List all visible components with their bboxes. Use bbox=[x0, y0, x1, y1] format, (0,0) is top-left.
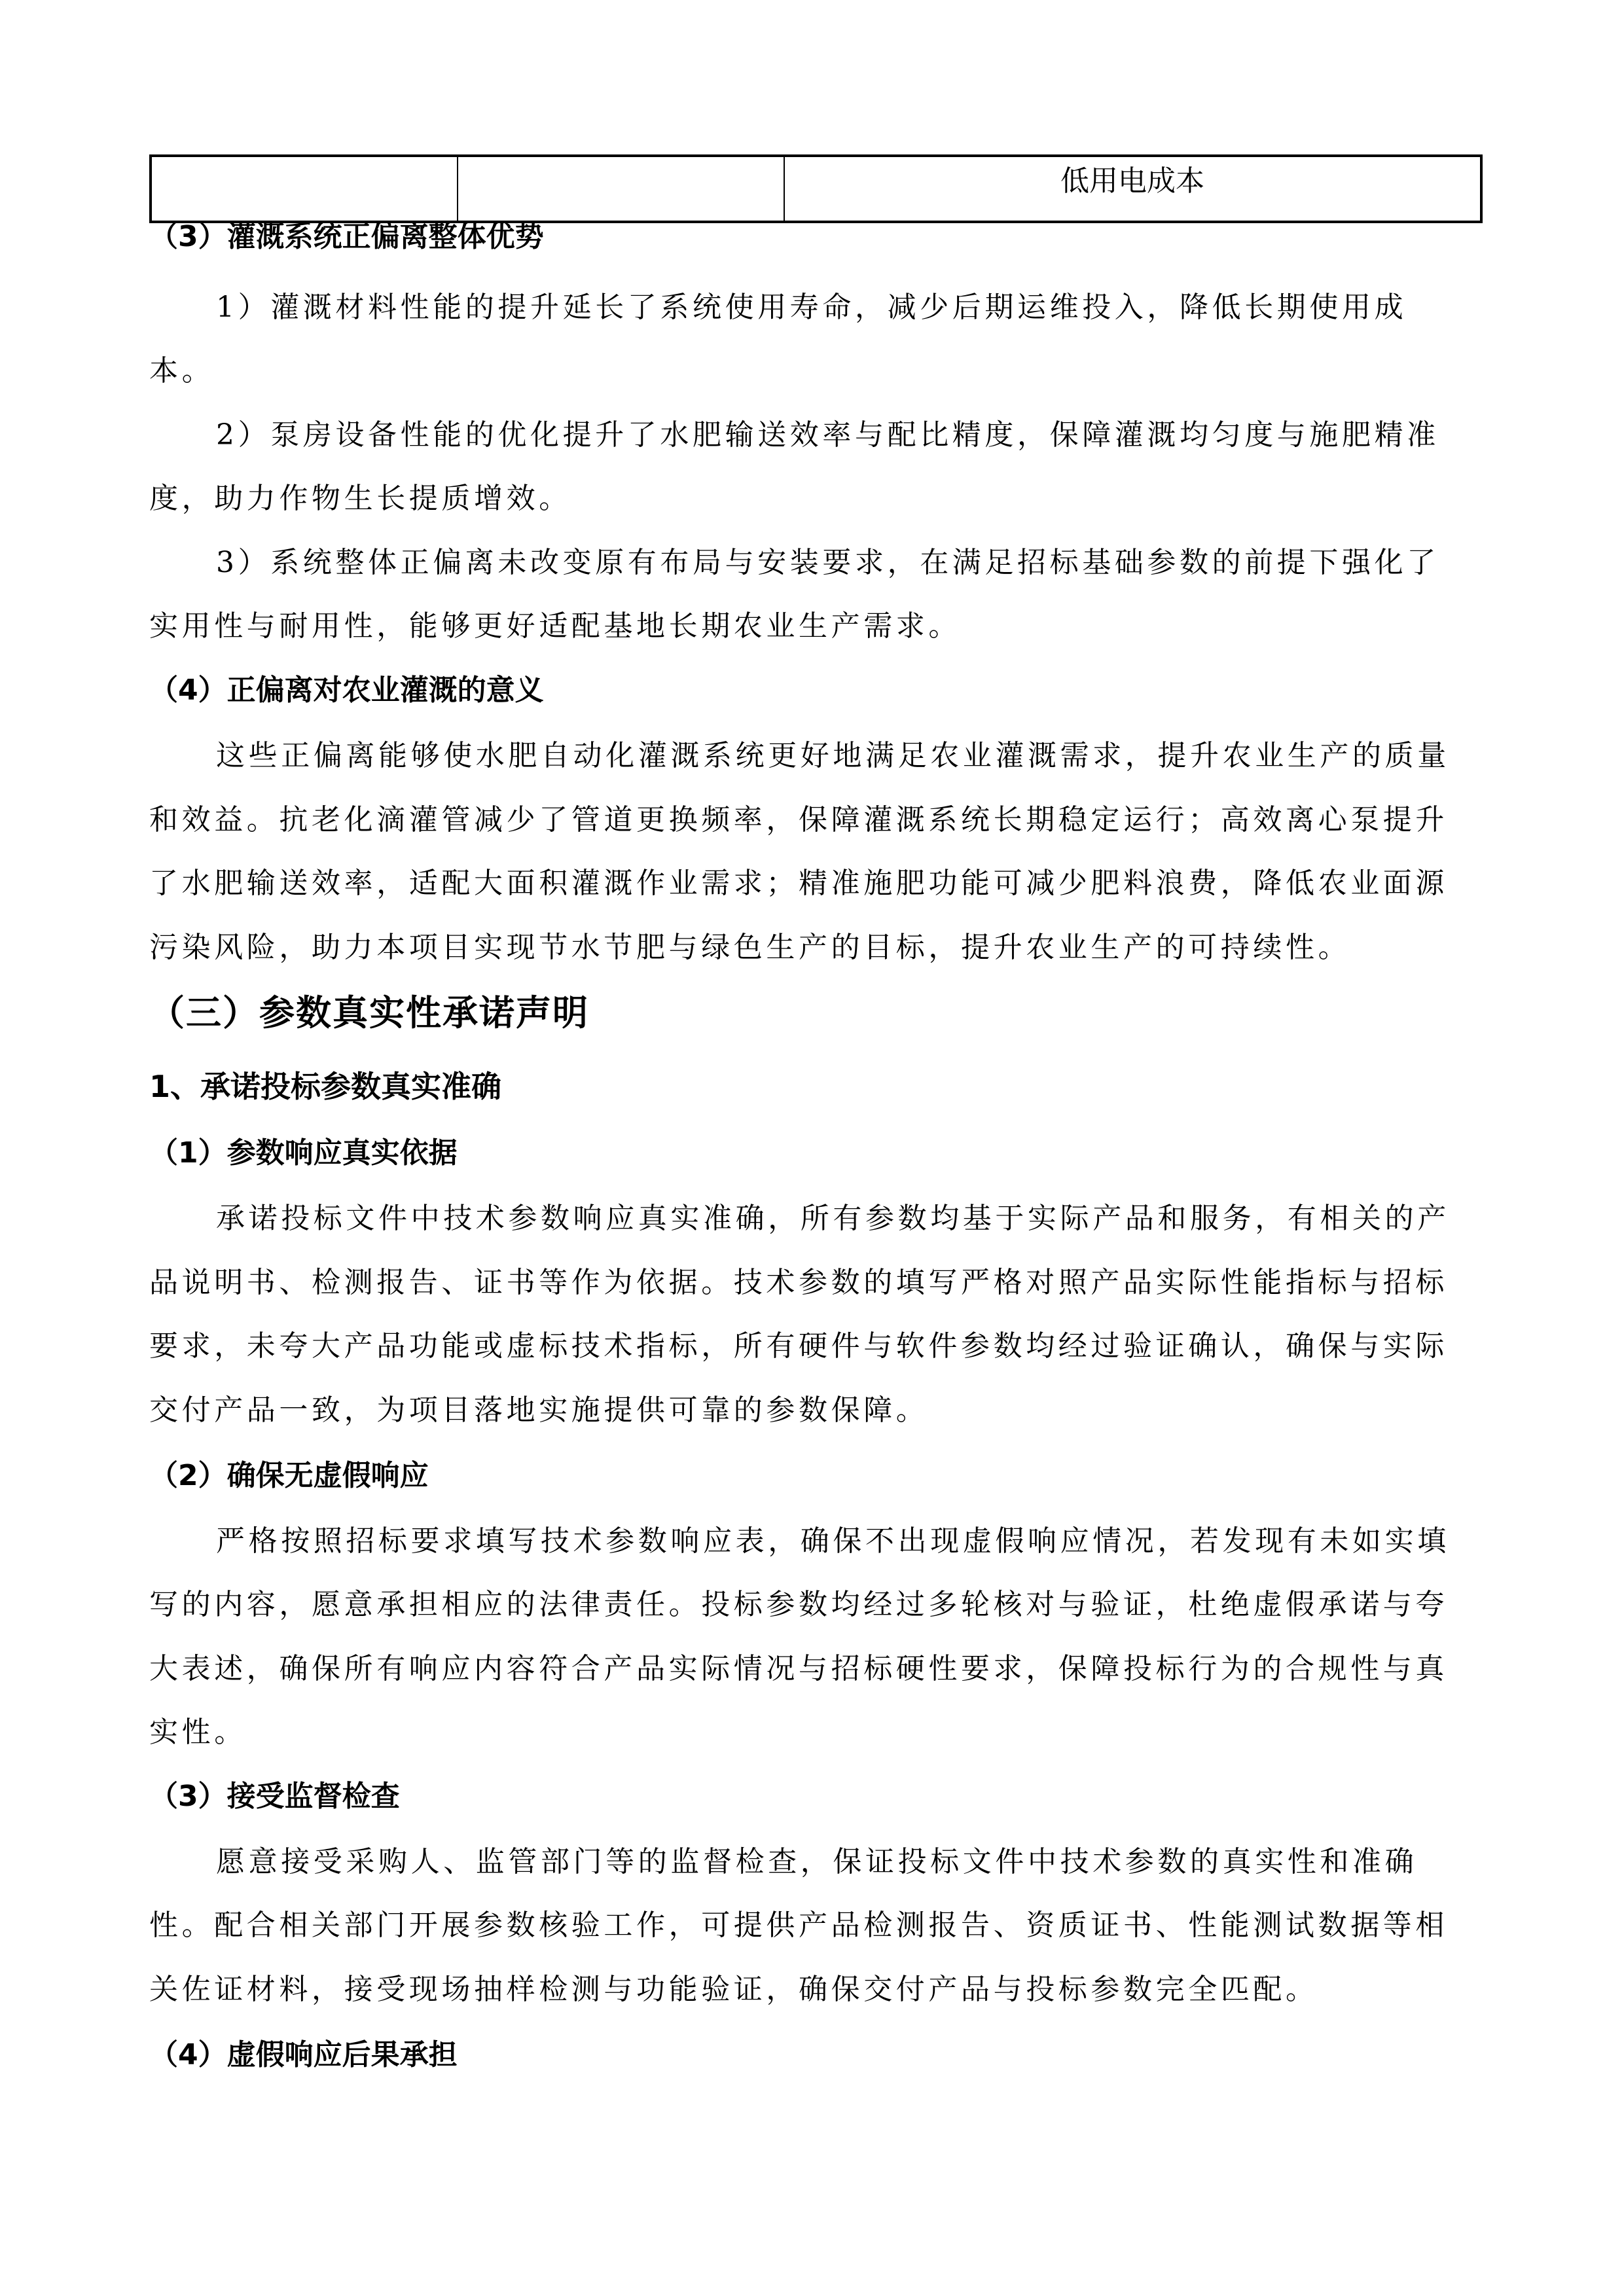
paragraph-line: 严格按照招标要求填写技术参数响应表，确保不出现虚假响应情况，若发现有未如实填 bbox=[216, 1524, 1450, 1558]
table-cell bbox=[458, 156, 784, 222]
paragraph-line: 3）系统整体正偏离未改变原有布局与安装要求，在满足招标基础参数的前提下强化了 bbox=[216, 546, 1439, 579]
table-cell bbox=[151, 156, 458, 222]
subsection-heading: （4）正偏离对农业灌溉的意义 bbox=[149, 673, 544, 707]
paragraph-line: 写的内容，愿意承担相应的法律责任。投标参数均经过多轮核对与验证，杜绝虚假承诺与夸 bbox=[149, 1588, 1448, 1621]
paragraph-line: 了水肥输送效率，适配大面积灌溉作业需求；精准施肥功能可减少肥料浪费，降低农业面源 bbox=[149, 867, 1448, 900]
paragraph-line: 大表述，确保所有响应内容符合产品实际情况与招标硬性要求，保障投标行为的合规性与真 bbox=[149, 1652, 1448, 1685]
subsection-heading: （1）参数响应真实依据 bbox=[149, 1136, 458, 1170]
paragraph-line: 性。配合相关部门开展参数核验工作，可提供产品检测报告、资质证书、性能测试数据等相 bbox=[149, 1909, 1448, 1942]
continued-table bbox=[149, 154, 1483, 223]
subsection-heading: （3）灌溉系统正偏离整体优势 bbox=[149, 220, 544, 253]
paragraph-line: 实性。 bbox=[149, 1715, 247, 1749]
paragraph-line: 品说明书、检测报告、证书等作为依据。技术参数的填写严格对照产品实际性能指标与招标 bbox=[149, 1266, 1448, 1299]
section-heading: （三）参数真实性承诺声明 bbox=[149, 992, 589, 1033]
paragraph-line: 实用性与耐用性，能够更好适配基地长期农业生产需求。 bbox=[149, 609, 961, 643]
subsection-heading: （4）虚假响应后果承担 bbox=[149, 2038, 458, 2072]
table-row bbox=[151, 156, 1481, 222]
paragraph-line: 和效益。抗老化滴灌管减少了管道更换频率，保障灌溉系统长期稳定运行；高效离心泵提升 bbox=[149, 803, 1448, 836]
paragraph-line: 1）灌溉材料性能的提升延长了系统使用寿命，减少后期运维投入，降低长期使用成 bbox=[216, 291, 1407, 324]
paragraph-line: 承诺投标文件中技术参数响应真实准确，所有参数均基于实际产品和服务，有相关的产 bbox=[216, 1202, 1450, 1235]
subsection-title: 1、承诺投标参数真实准确 bbox=[149, 1069, 502, 1104]
subsection-heading: （3）接受监督检查 bbox=[149, 1780, 400, 1813]
table-cell: 低用电成本 bbox=[784, 156, 1481, 222]
paragraph-line: 2）泵房设备性能的优化提升了水肥输送效率与配比精度，保障灌溉均匀度与施肥精准 bbox=[216, 418, 1439, 452]
paragraph-line: 本。 bbox=[149, 354, 215, 387]
paragraph-line: 关佐证材料，接受现场抽样检测与功能验证，确保交付产品与投标参数完全匹配。 bbox=[149, 1973, 1318, 2006]
subsection-heading: （2）确保无虚假响应 bbox=[149, 1459, 429, 1492]
paragraph-line: 交付产品一致，为项目落地实施提供可靠的参数保障。 bbox=[149, 1393, 929, 1427]
paragraph-line: 度，助力作物生长提质增效。 bbox=[149, 482, 571, 515]
paragraph-line: 要求，未夸大产品功能或虚标技术指标，所有硬件与软件参数均经过验证确认，确保与实际 bbox=[149, 1329, 1448, 1363]
paragraph-line: 污染风险，助力本项目实现节水节肥与绿色生产的目标，提升农业生产的可持续性。 bbox=[149, 931, 1351, 964]
paragraph-line: 愿意接受采购人、监管部门等的监督检查，保证投标文件中技术参数的真实性和准确 bbox=[216, 1845, 1418, 1878]
paragraph-line: 这些正偏离能够使水肥自动化灌溉系统更好地满足农业灌溉需求，提升农业生产的质量 bbox=[216, 739, 1450, 772]
